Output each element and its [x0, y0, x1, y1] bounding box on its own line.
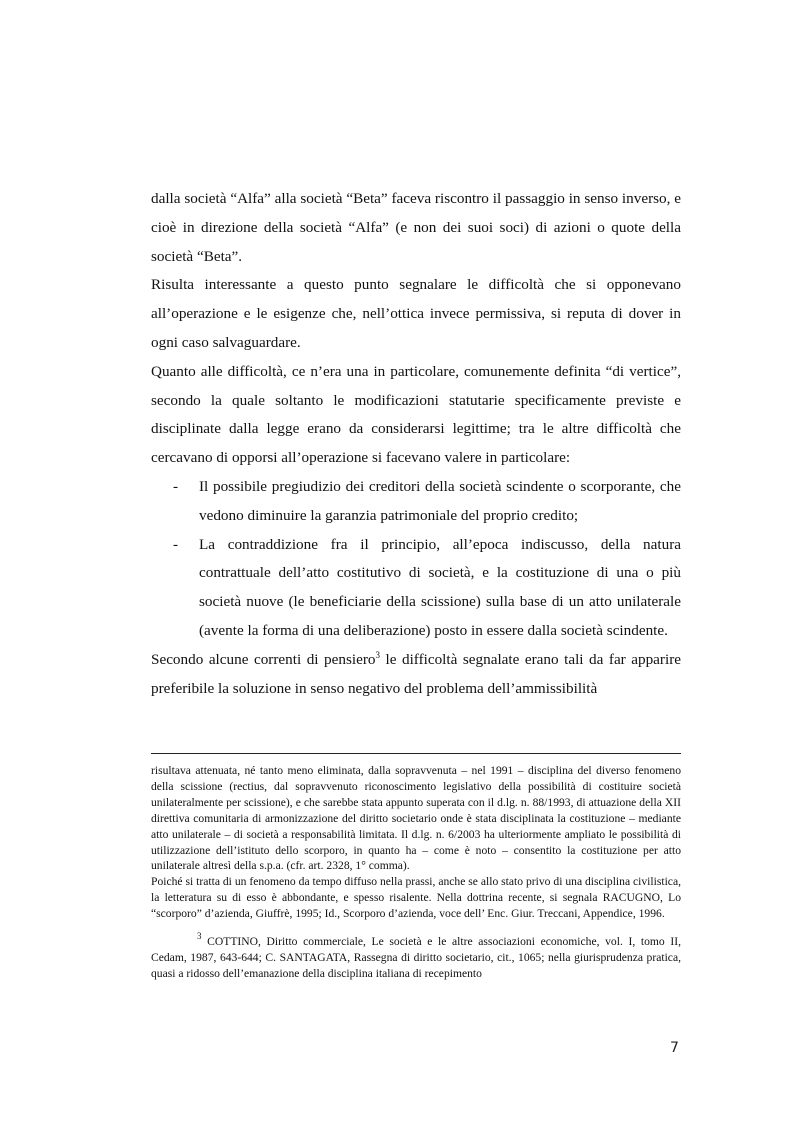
footnote-continuation-2: Poiché si tratta di un fenomeno da tempo diffuso nella prassi, anche se allo stato privo di una disciplina civilistica, la letteratura su di esso è abbondante, e spesso risalente. Nella dottrina recente, si segnala RACUGNO, Lo “scorporo” d’azienda, Giuffrè, 1995; Id., Scorporo d’azienda, voce dell’ Enc. Giur. Treccani, Appendice, 1996. [151, 875, 681, 921]
paragraph-2: Risulta interessante a questo punto segnalare le difficoltà che si opponevano all’operazione e le esigenze che, nell’ottica invece permissiva, si reputa di dover in ogni caso salvaguardare. [151, 276, 681, 351]
list-item-text: La contraddizione fra il principio, all’epoca indiscusso, della natura contrattuale dell’atto costitutivo di società, e la costituzione di una o più società nuove (le beneficiarie della scissione) sulla base di un atto unilaterale (avente la forma di una deliberazione) posto in essere dalla società scindente. [199, 535, 681, 639]
footnote-3-marker: 3 [197, 931, 202, 942]
bullet-marker: - [173, 477, 179, 495]
paragraph-4-start: Secondo alcune correnti di pensiero [151, 650, 376, 668]
body-text [151, 185, 681, 703]
paragraph-4 [151, 646, 681, 704]
paragraph-4-end: le difficoltà segnalate erano tali da far apparire preferibile la soluzione in senso negativo del problema dell’ammissibilità [151, 650, 682, 697]
footnotes [151, 763, 681, 982]
footnote-3 [151, 931, 681, 982]
footnote-separator [151, 753, 681, 754]
list-item [151, 531, 681, 646]
bullet-marker: - [173, 535, 179, 553]
bullet-list [151, 473, 681, 646]
page-number: 7 [670, 1040, 679, 1056]
footnote-reference-3[interactable]: 3 [375, 649, 380, 660]
list-item [151, 473, 681, 531]
list-item-text: Il possibile pregiudizio dei creditori della società scindente o scorporante, che vedono diminuire la garanzia patrimoniale del proprio credito; [199, 477, 681, 524]
paragraph-1: dalla società “Alfa” alla società “Beta” faceva riscontro il passaggio in senso inverso, e cioè in direzione della società “Alfa” (e non dei suoi soci) di azioni o quote della società “Beta”. [151, 190, 681, 265]
paragraph-3: Quanto alle difficoltà, ce n’era una in particolare, comunemente definita “di vertice”, secondo la quale soltanto le modificazioni statutarie specificamente previste e disciplinate dalla legge erano da considerarsi legittime; tra le altre difficoltà che cercavano di opporsi all’operazione si facevano valere in particolare: [151, 362, 681, 467]
footnote-continuation: risultava attenuata, né tanto meno eliminata, dalla sopravvenuta – nel 1991 – disciplina del diverso fenomeno della scissione (rectius, dal sopravvenuto riconoscimento legislativo della possibilità di costituire società unilateralmente per scissione), e che sarebbe stata appunto superata con il d.lg. n. 88/1993, di attuazione della XII direttiva comunitaria di armonizzazione del diritto societario onde è stata disciplinata la costituzione – mediante atto unilaterale – di società a responsabilità limitata. Il d.lg. n. 6/2003 ha ulteriormente ampliato le possibilità di utilizzazione dell’istituto dello scorporo, in quanto ha – come è noto – consentito la costituzione per atto unilaterale altresì della s.p.a. (cfr. art. 2328, 1° comma). [151, 764, 681, 873]
footnote-3-text: COTTINO, Diritto commerciale, Le società e le altre associazioni economiche, vol. I, tomo II, Cedam, 1987, 643-644; C. SANTAGATA, Rassegna di diritto societario, cit., 1065; nella giurisprudenza pratica, quasi a ridosso dell’emanazione della disciplina italiana di recepimento [151, 935, 681, 980]
